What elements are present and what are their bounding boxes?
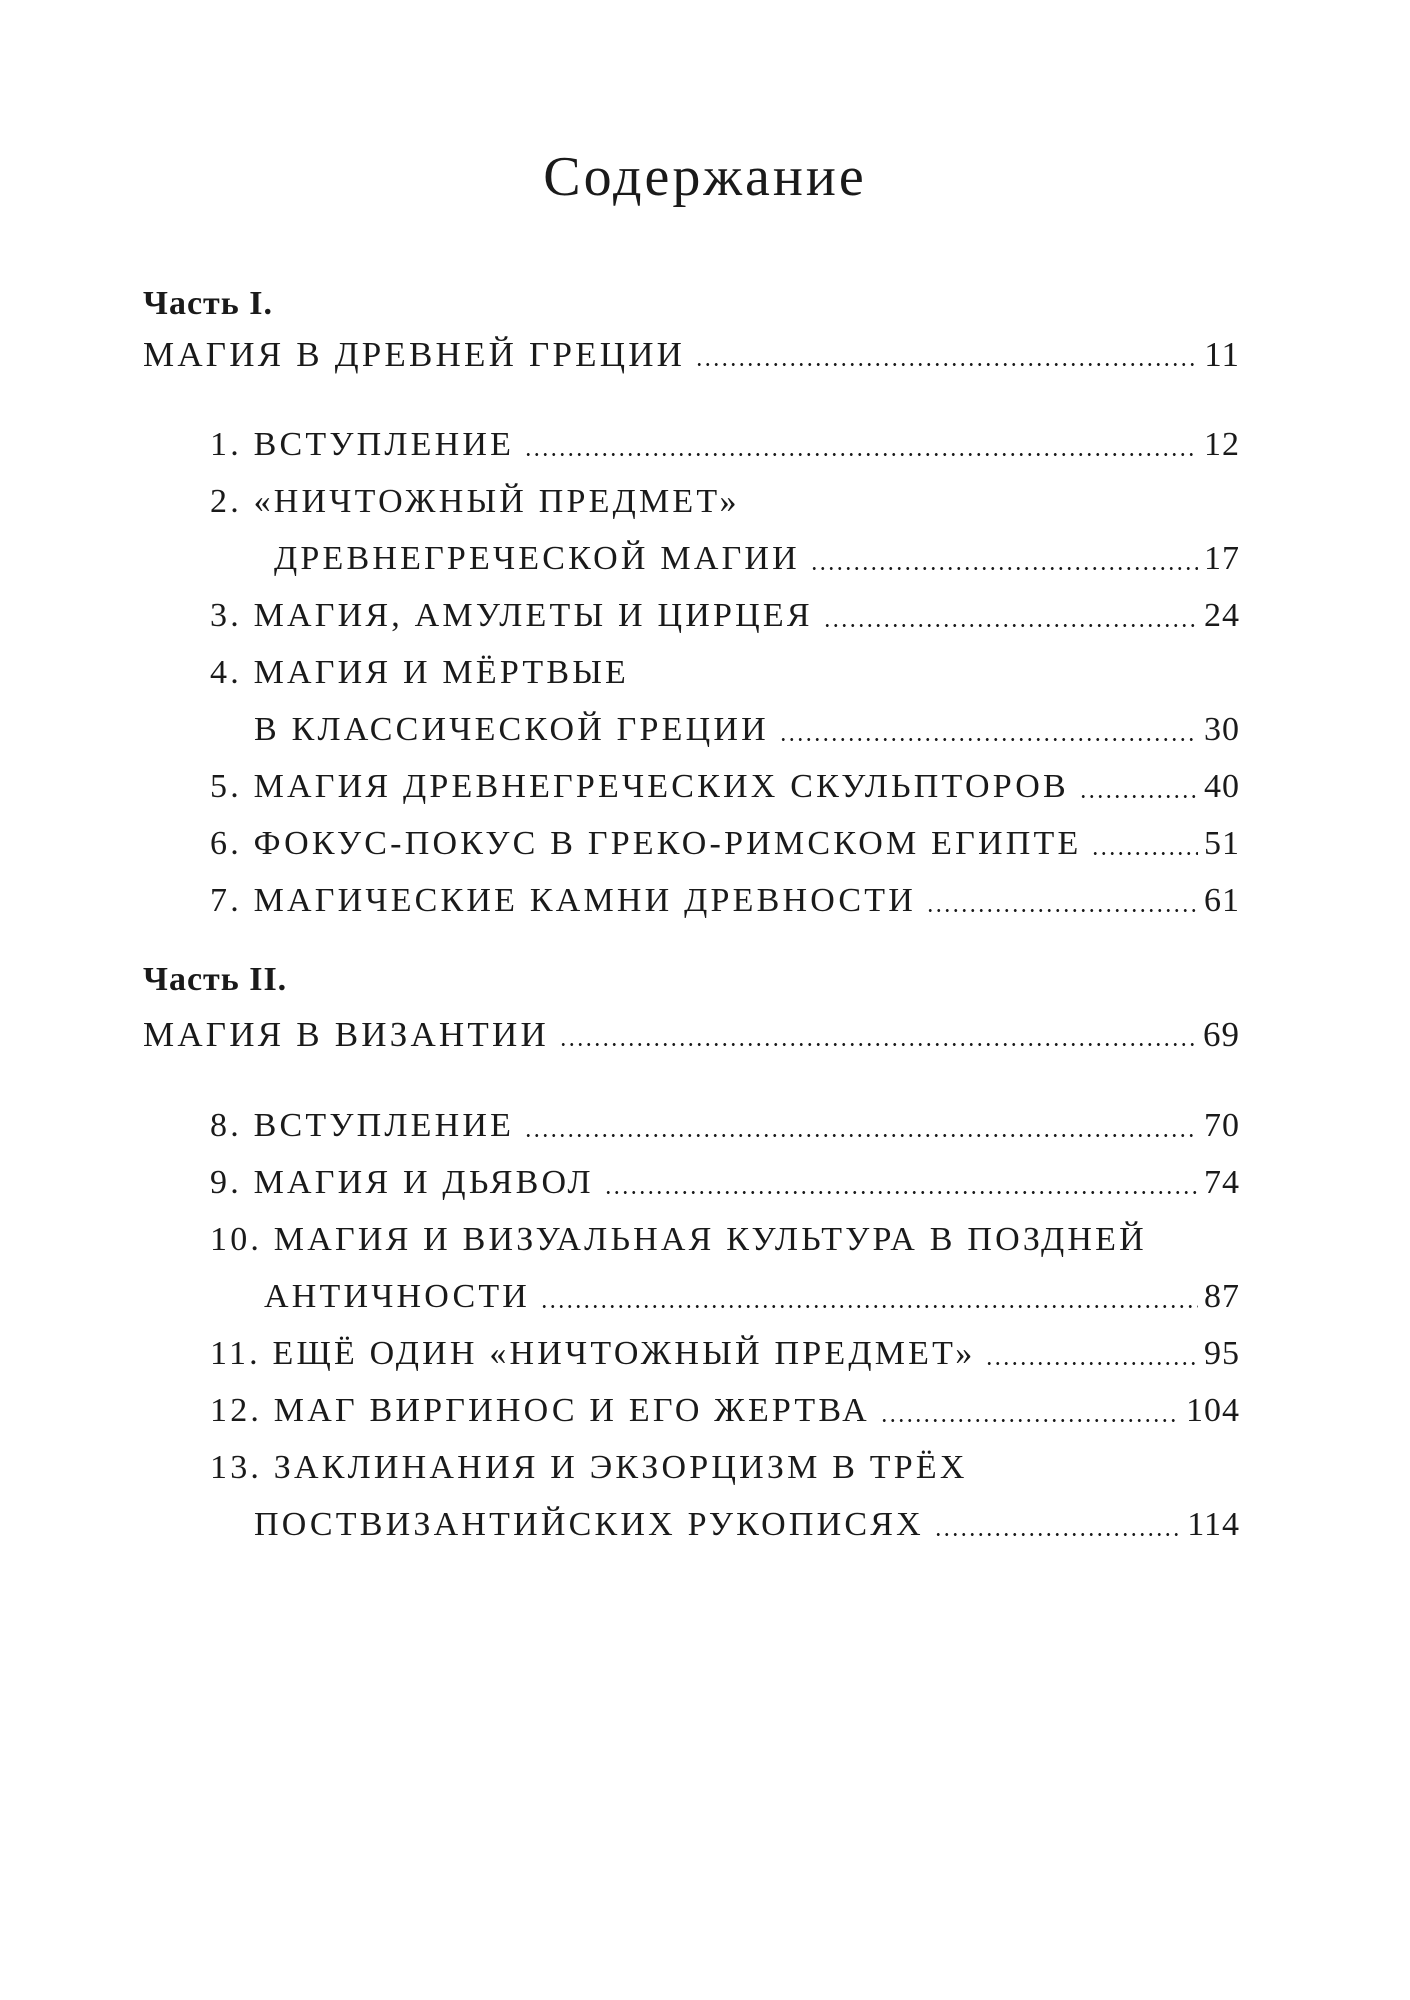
toc-entry-title: 12. МАГ ВИРГИНОС И ЕГО ЖЕРТВА xyxy=(210,1392,870,1429)
toc-entry-13[interactable] xyxy=(254,1504,1240,1546)
toc-entry-10[interactable] xyxy=(264,1276,1240,1318)
toc-entry-title: 9. МАГИЯ И ДЬЯВОЛ xyxy=(210,1164,594,1201)
dot-leader xyxy=(1091,852,1198,855)
toc-entry-page: 61 xyxy=(1204,882,1240,919)
toc-entry-page: 74 xyxy=(1204,1164,1240,1201)
toc-entry-title: ПОСТВИЗАНТИЙСКИХ РУКОПИСЯХ xyxy=(254,1506,924,1543)
toc-entry-title: 3. МАГИЯ, АМУЛЕТЫ И ЦИРЦЕЯ xyxy=(210,597,813,634)
toc-entry-title: 8. ВСТУПЛЕНИЕ xyxy=(210,1107,515,1144)
toc-entry-title: 6. ФОКУС-ПОКУС В ГРЕКО-РИМСКОМ ЕГИПТЕ xyxy=(210,825,1082,862)
toc-entry-page: 12 xyxy=(1204,426,1240,463)
dot-leader xyxy=(604,1191,1198,1194)
dot-leader xyxy=(880,1419,1180,1422)
dot-leader xyxy=(934,1533,1181,1536)
toc-entry-10-line1[interactable]: 10. МАГИЯ И ВИЗУАЛЬНАЯ КУЛЬТУРА В ПОЗДНЕЙ xyxy=(210,1221,1147,1258)
dot-leader xyxy=(985,1362,1198,1365)
part-2-label: Часть II. xyxy=(143,961,288,998)
toc-entry-2-line1[interactable]: 2. «НИЧТОЖНЫЙ ПРЕДМЕТ» xyxy=(210,483,740,520)
toc-entry-title: 5. МАГИЯ ДРЕВНЕГРЕЧЕСКИХ СКУЛЬПТОРОВ xyxy=(210,768,1069,805)
part-1-page: 11 xyxy=(1204,335,1240,374)
toc-entry-title: В КЛАССИЧЕСКОЙ ГРЕЦИИ xyxy=(254,711,769,748)
part-1-label: Часть I. xyxy=(143,285,273,322)
toc-entry-page: 40 xyxy=(1204,768,1240,805)
page-title: Содержание xyxy=(543,146,867,208)
toc-entry-9[interactable] xyxy=(210,1162,1240,1204)
toc-entry-page: 51 xyxy=(1204,825,1240,862)
part-1-heading-row[interactable] xyxy=(143,334,1240,376)
part-1-heading: МАГИЯ В ДРЕВНЕЙ ГРЕЦИИ xyxy=(143,335,686,374)
toc-entry-1[interactable] xyxy=(210,424,1240,466)
part-2-heading: МАГИЯ В ВИЗАНТИИ xyxy=(143,1015,549,1054)
toc-entry-title: 7. МАГИЧЕСКИЕ КАМНИ ДРЕВНОСТИ xyxy=(210,882,916,919)
toc-entry-2[interactable] xyxy=(274,538,1240,580)
dot-leader xyxy=(926,909,1198,912)
toc-entry-page: 114 xyxy=(1187,1506,1240,1543)
dot-leader xyxy=(823,624,1198,627)
dot-leader xyxy=(524,453,1198,456)
toc-entry-page: 70 xyxy=(1204,1107,1240,1144)
toc-entry-3[interactable] xyxy=(210,595,1240,637)
toc-entry-5[interactable] xyxy=(210,766,1240,808)
dot-leader xyxy=(540,1305,1198,1308)
toc-entry-6[interactable] xyxy=(210,823,1240,865)
toc-entry-page: 30 xyxy=(1204,711,1240,748)
part-2-heading-row[interactable] xyxy=(143,1014,1240,1056)
dot-leader xyxy=(810,567,1198,570)
dot-leader xyxy=(695,363,1198,366)
toc-entry-page: 24 xyxy=(1204,597,1240,634)
toc-entry-12[interactable] xyxy=(210,1390,1240,1432)
toc-entry-11[interactable] xyxy=(210,1333,1240,1375)
toc-entry-page: 95 xyxy=(1204,1335,1240,1372)
toc-entry-4[interactable] xyxy=(254,709,1240,751)
part-2-page: 69 xyxy=(1203,1015,1240,1054)
dot-leader xyxy=(779,738,1198,741)
toc-entry-8[interactable] xyxy=(210,1105,1240,1147)
toc-entry-13-line1[interactable]: 13. ЗАКЛИНАНИЯ И ЭКЗОРЦИЗМ В ТРЁХ xyxy=(210,1449,968,1486)
toc-entry-page: 87 xyxy=(1204,1278,1240,1315)
toc-entry-title: 11. ЕЩЁ ОДИН «НИЧТОЖНЫЙ ПРЕДМЕТ» xyxy=(210,1335,976,1372)
toc-entry-title: АНТИЧНОСТИ xyxy=(264,1278,531,1315)
dot-leader xyxy=(1079,795,1198,798)
toc-entry-4-line1[interactable]: 4. МАГИЯ И МЁРТВЫЕ xyxy=(210,654,630,691)
toc-entry-7[interactable] xyxy=(210,880,1240,922)
toc-entry-title: 1. ВСТУПЛЕНИЕ xyxy=(210,426,515,463)
toc-entry-page: 104 xyxy=(1186,1392,1240,1429)
dot-leader xyxy=(559,1043,1197,1046)
toc-entry-page: 17 xyxy=(1204,540,1240,577)
toc-entry-title: ДРЕВНЕГРЕЧЕСКОЙ МАГИИ xyxy=(274,540,800,577)
dot-leader xyxy=(524,1134,1198,1137)
